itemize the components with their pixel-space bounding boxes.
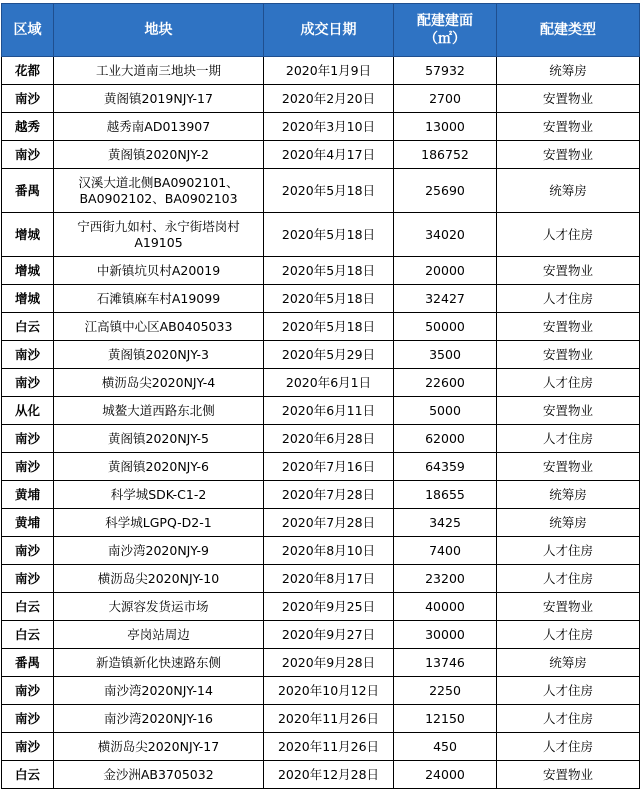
table-row (2, 621, 640, 649)
cell-date: 2020年5月18日 (264, 313, 394, 341)
cell-type: 人才住房 (497, 425, 640, 453)
cell-type: 统筹房 (497, 649, 640, 677)
cell-region: 白云 (2, 313, 54, 341)
cell-plot: 汉溪大道北侧BA0902101、BA0902102、BA0902103 (54, 169, 264, 213)
header-type: 配建类型 (497, 4, 640, 57)
table-row (2, 257, 640, 285)
cell-plot: 南沙湾2020NJY-9 (54, 537, 264, 565)
cell-area: 25690 (394, 169, 497, 213)
cell-area: 24000 (394, 761, 497, 789)
cell-region: 黄埔 (2, 481, 54, 509)
table-row (2, 397, 640, 425)
cell-region: 黄埔 (2, 509, 54, 537)
cell-type: 人才住房 (497, 537, 640, 565)
cell-plot: 金沙洲AB3705032 (54, 761, 264, 789)
table-row (2, 705, 640, 733)
cell-region: 南沙 (2, 141, 54, 169)
cell-area: 5000 (394, 397, 497, 425)
cell-area: 50000 (394, 313, 497, 341)
cell-type: 统筹房 (497, 481, 640, 509)
cell-region: 白云 (2, 621, 54, 649)
cell-area: 2700 (394, 85, 497, 113)
cell-region: 南沙 (2, 425, 54, 453)
cell-plot: 横沥岛尖2020NJY-10 (54, 565, 264, 593)
cell-type: 人才住房 (497, 677, 640, 705)
cell-date: 2020年9月25日 (264, 593, 394, 621)
cell-date: 2020年10月12日 (264, 677, 394, 705)
table-row (2, 213, 640, 257)
cell-date: 2020年6月11日 (264, 397, 394, 425)
cell-region: 白云 (2, 593, 54, 621)
cell-type: 人才住房 (497, 213, 640, 257)
cell-type: 人才住房 (497, 369, 640, 397)
cell-plot: 南沙湾2020NJY-16 (54, 705, 264, 733)
cell-date: 2020年5月18日 (264, 213, 394, 257)
cell-date: 2020年11月26日 (264, 733, 394, 761)
cell-plot: 黄阁镇2020NJY-2 (54, 141, 264, 169)
cell-region: 从化 (2, 397, 54, 425)
cell-area: 64359 (394, 453, 497, 481)
cell-area: 40000 (394, 593, 497, 621)
cell-date: 2020年5月18日 (264, 257, 394, 285)
table-row (2, 565, 640, 593)
cell-date: 2020年7月16日 (264, 453, 394, 481)
cell-type: 安置物业 (497, 593, 640, 621)
cell-region: 增城 (2, 285, 54, 313)
cell-region: 番禺 (2, 169, 54, 213)
cell-date: 2020年9月27日 (264, 621, 394, 649)
table-row (2, 481, 640, 509)
cell-type: 统筹房 (497, 509, 640, 537)
cell-type: 安置物业 (497, 397, 640, 425)
cell-area: 13000 (394, 113, 497, 141)
cell-area: 23200 (394, 565, 497, 593)
cell-area: 450 (394, 733, 497, 761)
cell-plot: 越秀南AD013907 (54, 113, 264, 141)
cell-date: 2020年5月18日 (264, 285, 394, 313)
cell-region: 南沙 (2, 677, 54, 705)
cell-area: 186752 (394, 141, 497, 169)
cell-date: 2020年5月29日 (264, 341, 394, 369)
header-area (394, 4, 497, 57)
cell-area: 13746 (394, 649, 497, 677)
cell-plot: 南沙湾2020NJY-14 (54, 677, 264, 705)
cell-date: 2020年6月28日 (264, 425, 394, 453)
table-row (2, 761, 640, 789)
cell-area: 62000 (394, 425, 497, 453)
cell-region: 白云 (2, 761, 54, 789)
cell-date: 2020年9月28日 (264, 649, 394, 677)
table-row (2, 649, 640, 677)
cell-type: 人才住房 (497, 733, 640, 761)
cell-region: 南沙 (2, 705, 54, 733)
cell-plot: 江高镇中心区AB0405033 (54, 313, 264, 341)
cell-date: 2020年12月28日 (264, 761, 394, 789)
cell-plot: 黄阁镇2020NJY-5 (54, 425, 264, 453)
table-body (2, 57, 640, 789)
cell-date: 2020年2月20日 (264, 85, 394, 113)
header-area-label: 配建建面 (417, 13, 473, 29)
cell-type: 安置物业 (497, 761, 640, 789)
land-supply-table-container (1, 3, 639, 789)
header-row (2, 4, 640, 57)
cell-area: 20000 (394, 257, 497, 285)
table-row (2, 285, 640, 313)
cell-plot: 城鳌大道西路东北侧 (54, 397, 264, 425)
table-row (2, 313, 640, 341)
cell-plot: 宁西街九如村、永宁街塔岗村A19105 (54, 213, 264, 257)
cell-type: 人才住房 (497, 565, 640, 593)
table-row (2, 341, 640, 369)
cell-date: 2020年1月9日 (264, 57, 394, 85)
table-row (2, 113, 640, 141)
cell-area: 12150 (394, 705, 497, 733)
cell-area: 32427 (394, 285, 497, 313)
table-row (2, 85, 640, 113)
cell-plot: 科学城LGPQ-D2-1 (54, 509, 264, 537)
table-row (2, 733, 640, 761)
cell-type: 安置物业 (497, 257, 640, 285)
cell-area: 30000 (394, 621, 497, 649)
cell-type: 人才住房 (497, 705, 640, 733)
table-row (2, 509, 640, 537)
cell-date: 2020年8月17日 (264, 565, 394, 593)
cell-region: 南沙 (2, 537, 54, 565)
table-row (2, 453, 640, 481)
cell-region: 南沙 (2, 453, 54, 481)
table-row (2, 593, 640, 621)
cell-date: 2020年4月17日 (264, 141, 394, 169)
cell-type: 安置物业 (497, 85, 640, 113)
cell-region: 南沙 (2, 341, 54, 369)
cell-region: 越秀 (2, 113, 54, 141)
cell-date: 2020年3月10日 (264, 113, 394, 141)
cell-region: 番禺 (2, 649, 54, 677)
cell-area: 3500 (394, 341, 497, 369)
cell-date: 2020年5月18日 (264, 169, 394, 213)
table-row (2, 141, 640, 169)
table-header (2, 4, 640, 57)
table-row (2, 425, 640, 453)
header-area-unit: （㎡） (424, 31, 466, 47)
cell-plot: 横沥岛尖2020NJY-4 (54, 369, 264, 397)
cell-plot: 横沥岛尖2020NJY-17 (54, 733, 264, 761)
cell-region: 南沙 (2, 733, 54, 761)
cell-type: 安置物业 (497, 313, 640, 341)
cell-date: 2020年7月28日 (264, 481, 394, 509)
cell-type: 人才住房 (497, 621, 640, 649)
cell-region: 花都 (2, 57, 54, 85)
cell-area: 3425 (394, 509, 497, 537)
cell-type: 统筹房 (497, 169, 640, 213)
cell-date: 2020年7月28日 (264, 509, 394, 537)
cell-type: 安置物业 (497, 341, 640, 369)
table-row (2, 57, 640, 85)
header-plot: 地块 (54, 4, 264, 57)
cell-area: 22600 (394, 369, 497, 397)
cell-area: 2250 (394, 677, 497, 705)
table-row (2, 369, 640, 397)
cell-region: 南沙 (2, 85, 54, 113)
land-supply-table (1, 3, 640, 789)
cell-type: 安置物业 (497, 141, 640, 169)
cell-plot: 新造镇新化快速路东侧 (54, 649, 264, 677)
cell-region: 南沙 (2, 565, 54, 593)
cell-type: 统筹房 (497, 57, 640, 85)
cell-date: 2020年11月26日 (264, 705, 394, 733)
cell-plot: 黄阁镇2020NJY-3 (54, 341, 264, 369)
cell-area: 18655 (394, 481, 497, 509)
cell-area: 34020 (394, 213, 497, 257)
table-row (2, 537, 640, 565)
cell-region: 增城 (2, 257, 54, 285)
header-date: 成交日期 (264, 4, 394, 57)
table-row (2, 169, 640, 213)
cell-type: 安置物业 (497, 453, 640, 481)
cell-plot: 石滩镇麻车村A19099 (54, 285, 264, 313)
cell-type: 人才住房 (497, 285, 640, 313)
cell-plot: 大源容发货运市场 (54, 593, 264, 621)
cell-type: 安置物业 (497, 113, 640, 141)
header-region: 区域 (2, 4, 54, 57)
cell-date: 2020年8月10日 (264, 537, 394, 565)
cell-plot: 工业大道南三地块一期 (54, 57, 264, 85)
table-row (2, 677, 640, 705)
cell-area: 7400 (394, 537, 497, 565)
cell-area: 57932 (394, 57, 497, 85)
cell-date: 2020年6月1日 (264, 369, 394, 397)
cell-region: 南沙 (2, 369, 54, 397)
cell-plot: 黄阁镇2019NJY-17 (54, 85, 264, 113)
cell-plot: 科学城SDK-C1-2 (54, 481, 264, 509)
cell-plot: 中新镇坑贝村A20019 (54, 257, 264, 285)
cell-plot: 黄阁镇2020NJY-6 (54, 453, 264, 481)
cell-plot: 亭岗站周边 (54, 621, 264, 649)
cell-region: 增城 (2, 213, 54, 257)
